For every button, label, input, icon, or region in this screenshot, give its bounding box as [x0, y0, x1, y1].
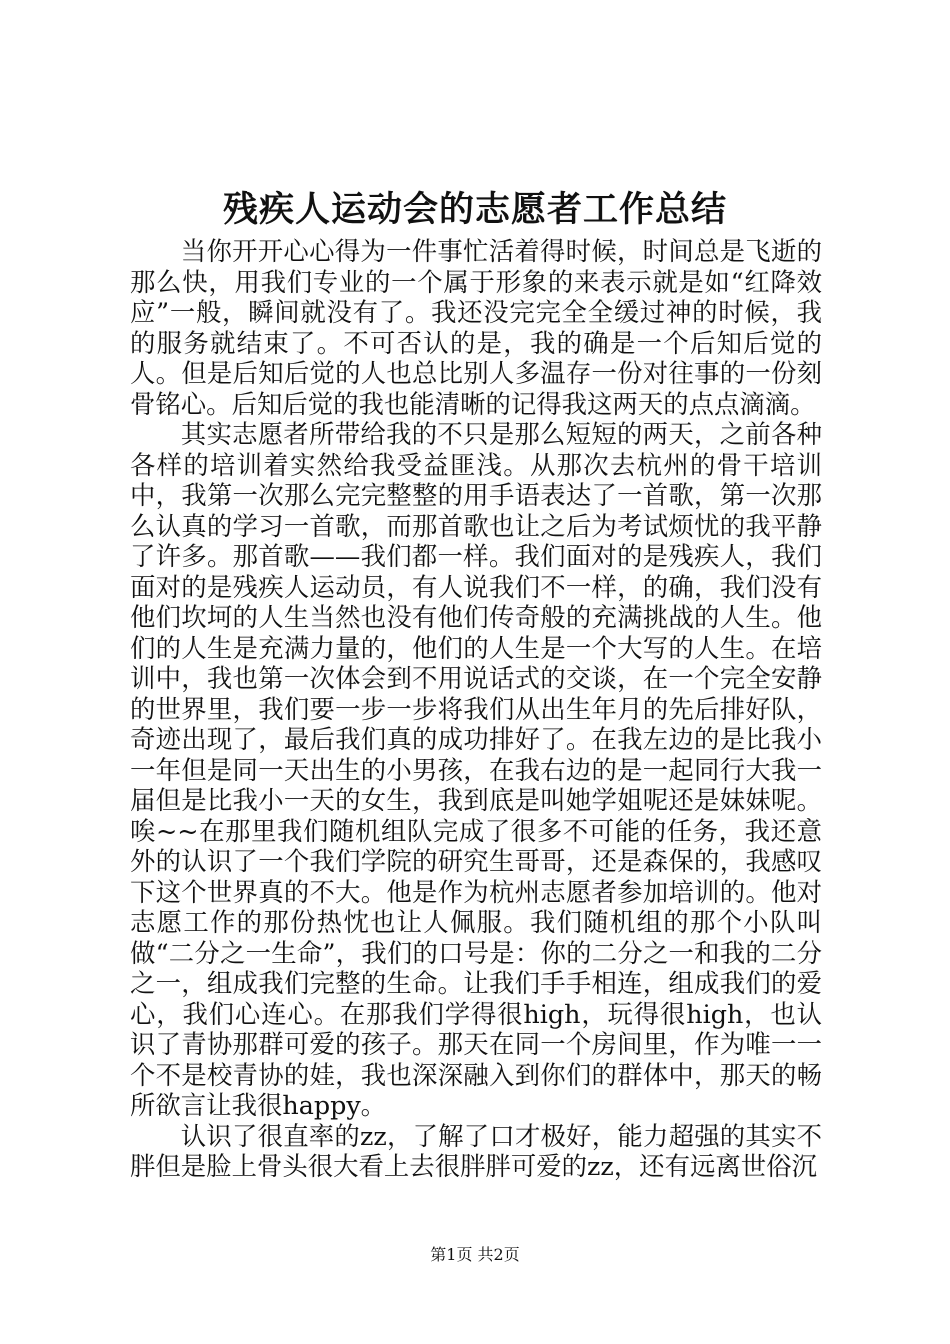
paragraph-1: 当你开开心心得为一件事忙活着得时候，时间总是飞逝的那么快，用我们专业的一个属于形象的来表示就是如“红降效应”一般，瞬间就没有了。我还没完完全全缓过神的时候，我的服务就结束了。不可否认的是，我的确是一个后知后觉的人。但是后知后觉的人也总比别人多温存一份对往事的一份刻骨铭心。后知后觉的我也能清晰的记得我这两天的点点滴滴。 [130, 236, 822, 419]
paragraph-2: 其实志愿者所带给我的不只是那么短短的两天，之前各种各样的培训着实然给我受益匪浅。从那次去杭州的骨干培训中，我第一次那么完完整整的用手语表达了一首歌，第一次那么认真的学习一首歌，而那首歌也让之后为考试烦忧的我平静了许多。那首歌——我们都一样。我们面对的是残疾人，我们面对的是残疾人运动员，有人说我们不一样，的确，我们没有他们坎坷的人生当然也没有他们传奇般的充满挑战的人生。他们的人生是充满力量的，他们的人生是一个大写的人生。在培训中，我也第一次体会到不用说话式的交谈，在一个完全安静的世界里，我们要一步一步将我们从出生年月的先后排好队，奇迹出现了，最后我们真的成功排好了。在我左边的是比我小一年但是同一天出生的小男孩，在我右边的是一起同行大我一届但是比我小一天的女生，我到底是叫她学姐呢还是妹妹呢。唉~~在那里我们随机组队完成了很多不可能的任务，我还意外的认识了一个我们学院的研究生哥哥，还是森保的，我感叹下这个世界真的不大。他是作为杭州志愿者参加培训的。他对志愿工作的那份热忱也让人佩服。我们随机组的那个小队叫做“二分之一生命”，我们的口号是：你的二分之一和我的二分之一，组成我们完整的生命。让我们手手相连，组成我们的爱心，我们心连心。在那我们学得很high，玩得很high，也认识了青协那群可爱的孩子。那天在同一个房间里，作为唯一一个不是校青协的娃，我也深深融入到你们的群体中，那天的畅所欲言让我很happy。 [130, 419, 822, 1120]
paragraph-3: 认识了很直率的zz，了解了口才极好，能力超强的其实不胖但是脸上骨头很大看上去很胖胖可爱的zz，还有远离世俗沉 [130, 1120, 822, 1181]
page-footer: 第1页 共2页 [430, 1245, 520, 1264]
document-body [130, 236, 822, 1182]
document-title: 残疾人运动会的志愿者工作总结 [222, 189, 727, 230]
